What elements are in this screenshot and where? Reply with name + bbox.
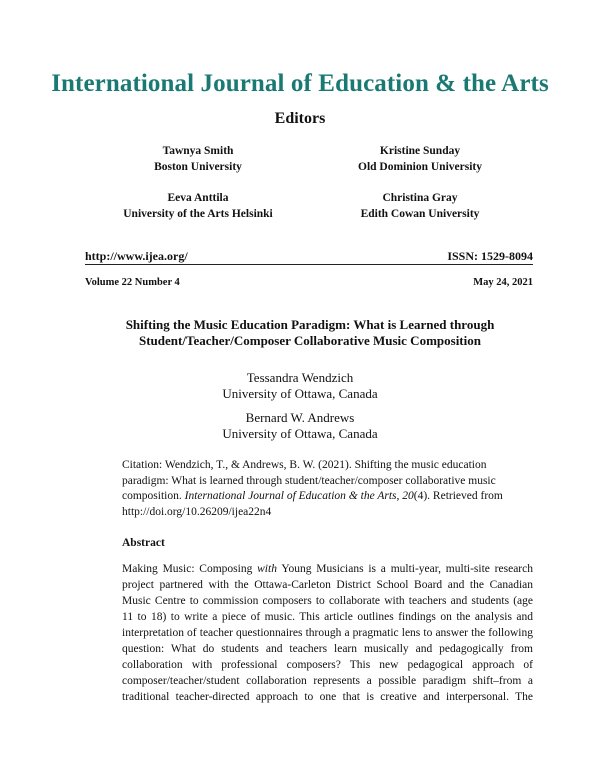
citation-doi-link[interactable]: http://doi.org/10.26209/ijea22n4: [122, 505, 272, 518]
editor-entry: [78, 143, 318, 175]
citation-line: [122, 489, 542, 505]
author-name: Bernard W. Andrews: [245, 410, 355, 425]
abstract-text: Young Musicians is a multi-year, multi-site research: [276, 563, 533, 575]
editor-name: Eeva Anttila: [167, 192, 229, 204]
article-title-line: Shifting the Music Education Paradigm: What is Learned through: [125, 317, 495, 332]
issn-label: ISSN: 1529-8094: [447, 249, 533, 263]
abstract-line: project partnered with the Ottawa-Carleton District School Board and the Canadian: [122, 579, 533, 591]
journal-title: International Journal of Education & the Arts: [51, 70, 549, 97]
citation-block: [122, 458, 542, 520]
article-title: [80, 317, 540, 349]
citation-line: Citation: Wendzich, T., & Andrews, B. W. (2021). Shifting the music education: [122, 459, 487, 471]
citation-text: (4). Retrieved from: [413, 490, 503, 502]
citation-text: ,: [396, 490, 403, 502]
citation-volume: 20: [402, 490, 414, 502]
editors-heading: Editors: [274, 110, 326, 127]
abstract-line: traditional teacher-directed approach to one that is creative and interpersonal. The: [122, 691, 533, 703]
abstract-line: 11 to 18) to write a piece of music. This article outlines findings on the analysis and: [122, 611, 533, 623]
citation-journal-name: International Journal of Education & the Arts: [184, 490, 397, 502]
abstract-line: composer/teacher/student collaboration represents a possible paradigm shift–from a: [122, 675, 533, 687]
editor-entry: [300, 190, 540, 222]
author-block: [0, 410, 600, 442]
journal-url-link[interactable]: http://www.ijea.org/: [85, 249, 188, 263]
abstract-line: [122, 561, 533, 577]
abstract-body: [122, 561, 533, 705]
editor-entry: [300, 143, 540, 175]
editor-entry: [78, 190, 318, 222]
citation-line: paradigm: What is learned through student/teacher/composer collaborative music: [122, 474, 496, 487]
author-name: Tessandra Wendzich: [246, 370, 354, 385]
editor-affiliation: Boston University: [154, 161, 242, 173]
volume-number: Volume 22 Number 4: [85, 277, 180, 288]
abstract-line: Music Centre to commission composers to collaborate with teachers and students (age: [122, 595, 533, 607]
masthead-divider: [85, 264, 533, 265]
author-affiliation: University of Ottawa, Canada: [222, 386, 378, 401]
editor-affiliation: University of the Arts Helsinki: [123, 208, 273, 220]
editor-name: Kristine Sunday: [379, 145, 461, 157]
publication-date: May 24, 2021: [473, 277, 533, 288]
author-block: [0, 370, 600, 402]
article-title-line: Student/Teacher/Composer Collaborative Music Composition: [139, 333, 481, 348]
citation-text: composition.: [122, 490, 185, 502]
abstract-text: Making Music: Composing: [122, 563, 258, 575]
abstract-line: interpretation of teacher questionnaires through a pragmatic lens to answer the following: [122, 627, 533, 639]
editor-name: Tawnya Smith: [162, 145, 234, 157]
abstract-line: question: What do students and teachers learn musically and pedagogically from: [122, 643, 533, 655]
author-affiliation: University of Ottawa, Canada: [222, 426, 378, 441]
abstract-italic-word: with: [257, 563, 277, 575]
editor-affiliation: Edith Cowan University: [360, 208, 480, 220]
abstract-line: collaboration with professional composers? This new pedagogical approach of: [122, 659, 533, 671]
editor-affiliation: Old Dominion University: [358, 161, 482, 173]
abstract-heading: Abstract: [122, 537, 165, 549]
editor-name: Christina Gray: [382, 192, 458, 204]
